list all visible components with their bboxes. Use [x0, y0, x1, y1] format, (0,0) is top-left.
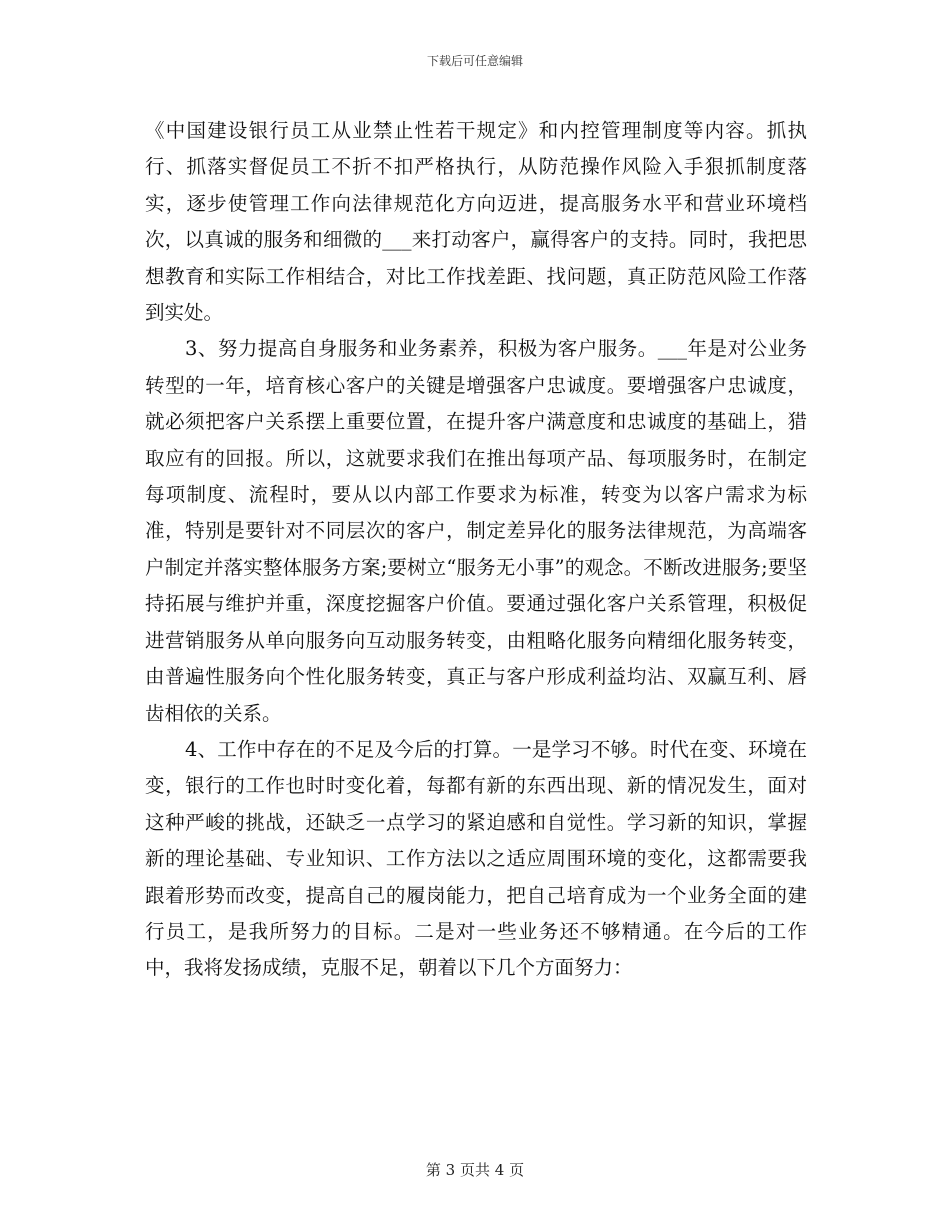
paragraph-2: 3、努力提高自身服务和业务素养，积极为客户服务。___年是对公业务转型的一年，培育核心客户的关键是增强客户忠诚度。要增强客户忠诚度，就必须把客户关系摆上重要位置，在提升客户满意度和忠诚度的基础上，猎取应有的回报。所以，这就要求我们在推出每项产品、每项服务时，在制定每项制度、流程时，要从以内部工作要求为标准，转变为以客户需求为标准，特别是要针对不同层次的客户，制定差异化的服务法律规范，为高端客户制定并落实整体服务方案;要树立“服务无小事”的观念。不断改进服务;要坚持拓展与维护并重，深度挖掘客户价值。要通过强化客户关系管理，积极促进营销服务从单向服务向互动服务转变，由粗略化服务向精细化服务转变，由普遍性服务向个性化服务转变，真正与客户形成利益均沾、双赢互利、唇齿相依的关系。	[145, 337, 807, 725]
paragraph-3: 4、工作中存在的不足及今后的打算。一是学习不够。时代在变、环境在变，银行的工作也时时变化着，每都有新的东西出现、新的情况发生，面对这种严峻的挑战，还缺乏一点学习的紧迫感和自觉性。学习新的知识，掌握新的理论基础、专业知识、工作方法以之适应周围环境的变化，这都需要我跟着形势而改变，提高自己的履岗能力，把自己培育成为一个业务全面的建行员工，是我所努力的目标。二是对一些业务还不够精通。在今后的工作中，我将发扬成绩，克服不足，朝着以下几个方面努力：	[145, 737, 807, 980]
page-header: 下载后可任意编辑	[426, 54, 523, 68]
document-body	[145, 113, 807, 987]
page-number: 第 3 页共 4 页	[425, 1161, 525, 1179]
paragraph-1: 《中国建设银行员工从业禁止性若干规定》和内控管理制度等内容。抓执行、抓落实督促员工不折不扣严格执行，从防范操作风险入手狠抓制度落实，逐步使管理工作向法律规范化方向迈进，提高服务水平和营业环境档次，以真诚的服务和细微的___来打动客户，赢得客户的支持。同时，我把思想教育和实际工作相结合，对比工作找差距、找问题，真正防范风险工作落到实处。	[145, 119, 807, 325]
